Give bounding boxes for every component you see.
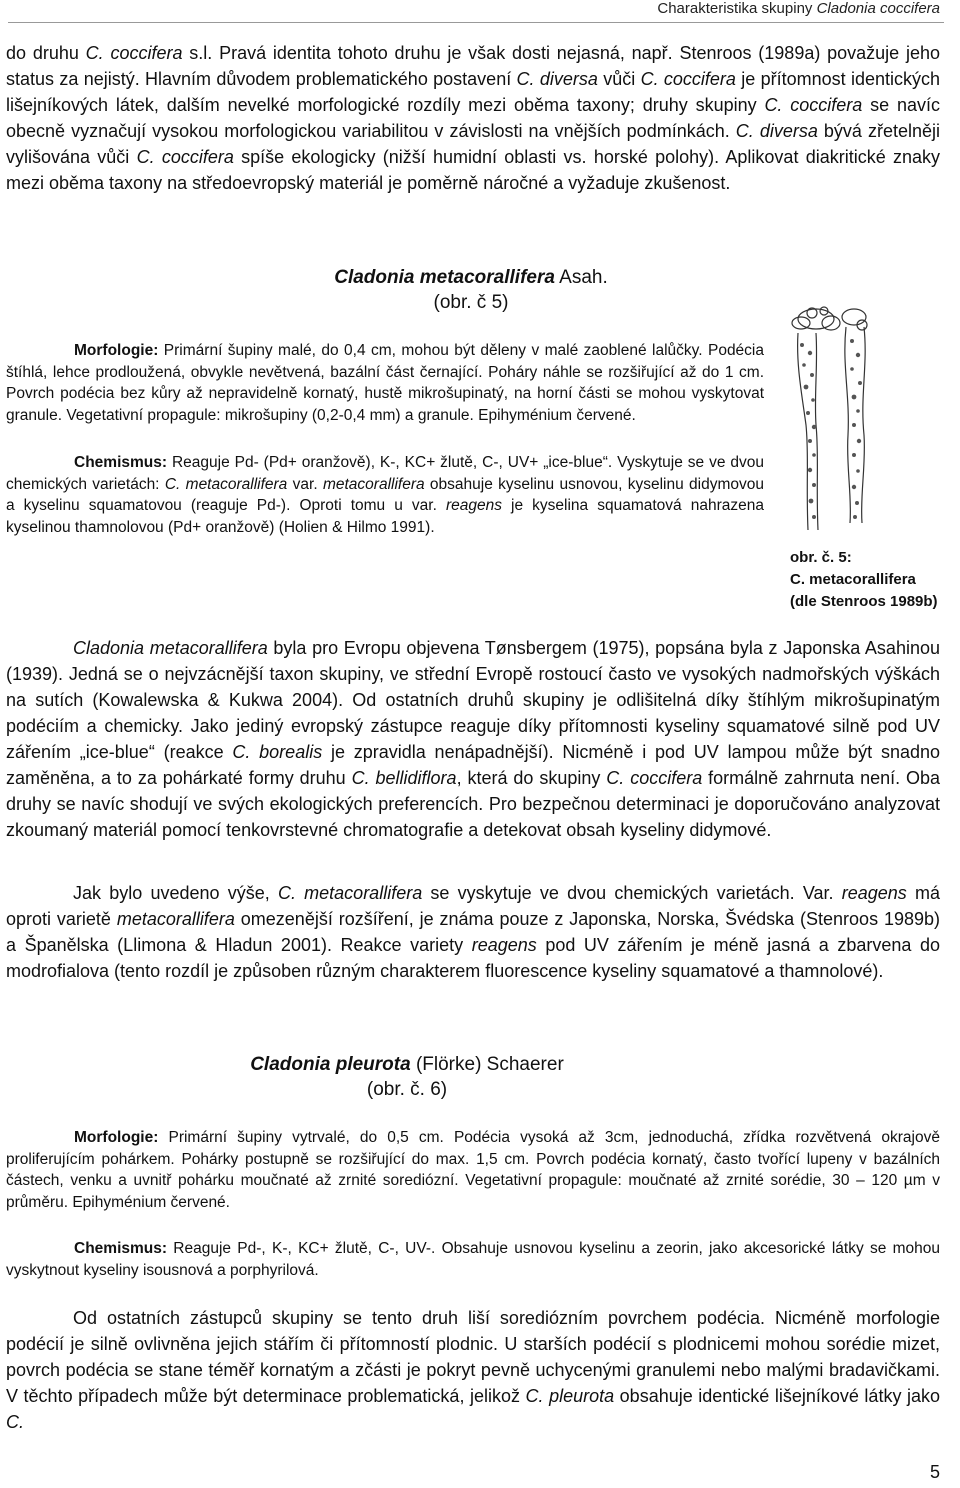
morphology-block-pleurota: Morfologie: Primární šupiny vytrvalé, do 0,5 cm. Podécia vysoká až 3cm, jednoduchá, zřídka rozvětvená okrajově proliferujícím pohárkem. Pohárky postupně se rozšiřující do max. 1,5 cm. Povrch podécia kornatý, často tvořící lupeny v bazálních částech, venku a uvnitř pohárku moučnaté až zrnité sorediózní. Vegetativní propagule: moučnaté až zrnité sorédie, 30 – 120 µm v průměru. Epihyménium červené. (6, 1129, 940, 1211)
header-rule (8, 22, 944, 23)
metacorallifera-paragraph-2: Jak bylo uvedeno výše, C. metacorallifera se vyskytuje ve dvou chemických varietách. Var. reagens má oproti varietě metacorallifera omezenější rozšíření, je známa pouze z Japonska, Norska, Švédska (Stenroos 1989b) a Španělska (Llimona & Hladun 2001). Reakce variety reagens pod UV zářením je méně jasná a zbarvena do modrofialova (tento rozdíl je způsoben různým charakterem fluorescence kyseliny squamatové a thamnolové). (6, 883, 941, 981)
page-number: 5 (929, 1462, 940, 1482)
chemistry-block-pleurota: Chemismus: Reaguje Pd-, K-, KC+ žlutě, C-, UV-. Obsahuje usnovou kyselinu a zeorin, jako akcesorické látky se mohou vyskytnout kyseliny isousnová a porphyrilová. (6, 1240, 940, 1279)
metacorallifera-paragraph-1: Cladonia metacorallifera byla pro Evropu objevena Tønsbergem (1975), popsána byla z Japonska Asahinou (1939). Jedná se o nejvzácnější taxon skupiny, ve střední Evropě rostoucí často ve vysokých nadmořských výškách na sutích (Kowalewska & Kukwa 2004). Od ostatních druhů skupiny je odlišitelná díky štíhlým mikrošupinatým podéciím a chemicky. Jako jediný evropský zástupce reaguje díky přítomnosti kyseliny squamatové silně pod UV zářením „ice-blue“ (reakce C. borealis je zpravidla nenápadnější). Nicméně i pod UV lampou může být snadno zaměněna, a to za pohárkaté formy druhu C. bellidiflora, která do skupiny C. coccifera formálně zahrnuta není. Oba druhy se navíc shodují ve svých ekologických preferencích. Pro bezpečnou determinaci je doporučováno analyzovat zkoumaný materiál pomocí tenkovrstevné chromatografie a detekovat obsah kyseliny didymové. (6, 638, 941, 840)
lichen-figure-illustration (776, 305, 880, 540)
pleurota-paragraph-1: Od ostatních zástupců skupiny se tento druh liší sorediózním povrchem podécia. Nicméně morfologie podécií je silně ovlivněna jejich stářím či přítomností plodnic. U starších podécií s plodnicemi mohou sorédie mizet, povrch podécia se stane téměř kornatým a zčásti je pokryt pevně uchycenými granulemi nebo malými bradavičkami. V těchto případech může být determinace problematická, jelikož C. pleurota obsahuje identické lišejníkové látky jako C. (6, 1308, 940, 1432)
section-title-metacorallifera: Cladonia metacorallifera Asah. (obr. č 5) (334, 267, 608, 313)
morphology-block-metacorallifera: Morfologie: Primární šupiny malé, do 0,4 cm, mohou být děleny v malé zaoblené lalůčky. Podécia štíhlá, lehce prodloužená, obvykle nevětvená, bazální část černající. Poháry náhle se rozšiřující až do 1 cm. Povrch podécia bez kůry až nepravidelně kornatý, hustě mikrošupinatý, na horní části se mohou vyskytovat granule. Vegetativní propagule: mikrošupiny (0,2-0,4 mm) a granule. Epihyménium červené. (6, 342, 764, 424)
figure-caption: obr. č. 5: C. metacorallifera (dle Stenroos 1989b) (790, 549, 938, 610)
intro-paragraph: do druhu C. coccifera s.l. Pravá identita tohoto druhu je však dosti nejasná, např. Stenroos (1989a) považuje jeho status za nejistý. Hlavním důvodem problematického postavení C. diversa vůči C. coccifera je přítomnost identických lišejníkových látek, dalším nevelké morfologické rozdíly mezi oběma taxony; druhy skupiny C. coccifera se navíc obecně vyznačují vysokou morfologickou variabilitou v závislosti na vnějších podmínkách. C. diversa bývá zřetelněji vylišována vůči C. coccifera spíše ekologicky (nižší humidní oblasti vs. horské polohy). Aplikovat diakritické znaky mezi oběma taxony na středoevropský materiál je poměrně náročné a vyžaduje zkušenost. (6, 43, 941, 193)
section-title-pleurota: Cladonia pleurota (Flörke) Schaerer (obr. č. 6) (250, 1054, 564, 1100)
chemistry-block-metacorallifera: Chemismus: Reaguje Pd- (Pd+ oranžově), K-, KC+ žlutě, C-, UV+ „ice-blue“. Vyskytuje se ve dvou chemických varietách: C. metacorallifera var. metacorallifera obsahuje kyselinu usnovou, kyselinu didymovou a kyselinu squamatovou (reaguje Pd-). Oproti tomu u var. reagens je kyselina squamatová nahrazena kyselinou thamnolovou (Pd+ oranžově) (Holien & Hilmo 1991). (6, 454, 765, 536)
running-header: Charakteristika skupiny Cladonia coccifera (657, 0, 940, 17)
